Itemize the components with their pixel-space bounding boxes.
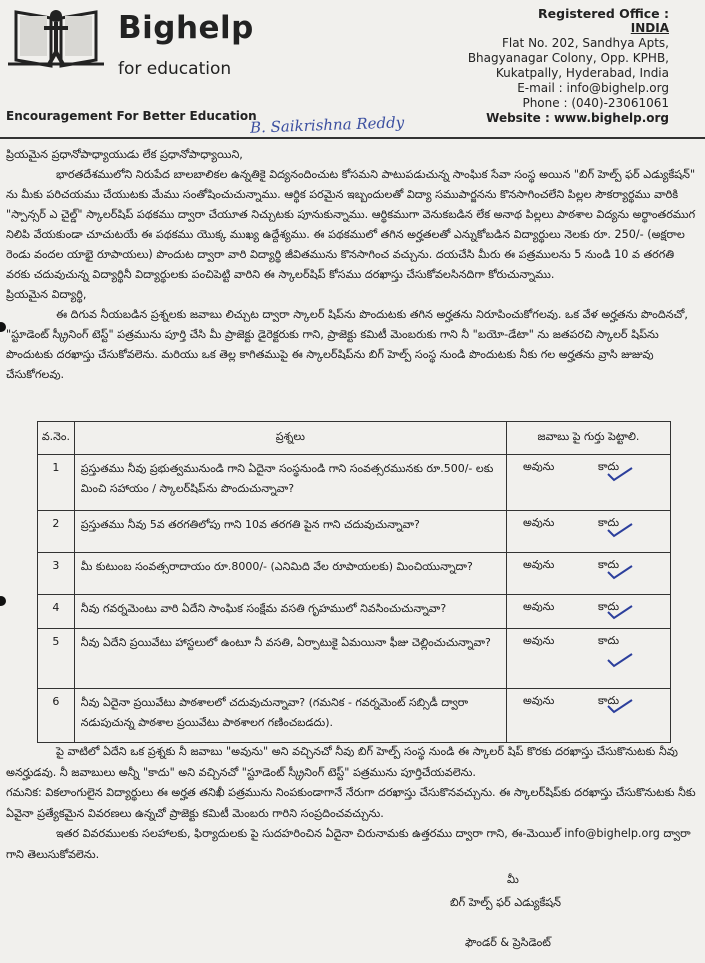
- row-answer[interactable]: [506, 689, 670, 743]
- paragraph-intro: భారతదేశములోని నిరుపేద బాలబాలికల ఉన్నతికై విద్యనందించుట కోసమని పాటుపడుచున్న సాంఘిక సేవా సంస్థ అయిన "బిగ్ హెల్ప్ ఫర్ ఎడ్యుకేషన్" ను మీకు పరిచయము చేయుటకు మేము సంతోషించుచున్నాము. ఆర్థిక పరమైన ఇబ్బందులతో విద్యా సముపార్జనను కొనసాగించలేని పిల్లల సౌకర్యార్థము వారికి "స్పాన్సర్ ఎ చైల్డ్" స్కాలర్‌షిప్ పథకము ద్వారా చేయూత నిచ్చుటకు పూనుకున్నాము. ఆర్థికముగా వెనుకబడిన లేక అనాథ పిల్లలు పాఠశాల విద్యను అర్థాంతరముగ నిలిపి వేయకుండా చూచుటయే ఈ పథకము యొక్క ముఖ్య ఉద్దేశ్యము. ఈ పథకములో తగిన అర్హతలతో ఎన్నుకోబడిన విద్యార్థులు నెలకు రూ. 250/- (అక్షరాల రెండు వందల యాభై రూపాయలు) పొందుట ద్వారా వారి విద్యార్థి జీవితమును కొనసాగించ వచ్చును. దయచేసి మీరు ఈ పత్రములను 5 నుండి 10 వ తరగతి వరకు చదువుచున్న విద్యార్థినీ విద్యార్థులకు పంచిపెట్టి వారిని ఈ స్కాలర్‌షిప్ కోసము దరఖాస్తు చేసుకోవలసినదిగా కోరుచున్నాము.: [6, 168, 696, 281]
- row-answer[interactable]: [506, 511, 670, 553]
- table-row: [38, 629, 671, 689]
- row-question: ప్రస్తుతము నీవు 5వ తరగతిలోపు గాని 10వ తరగతి పైన గాని చదువుచున్నావా?: [74, 511, 506, 553]
- office-phone: Phone : (040)-23061061: [522, 96, 669, 110]
- row-answer[interactable]: [506, 595, 670, 629]
- header-number: వ.నెం.: [38, 422, 75, 455]
- table-row: [38, 455, 671, 511]
- office-country: INDIA: [630, 21, 669, 35]
- table-row: [38, 689, 671, 743]
- handwritten-name: B. Saikrishna Reddy: [249, 113, 405, 137]
- row-question: నీవు గవర్నమెంటు వారి ఏదేని సాంఘిక సంక్షేమ వసతి గృహములో నివసించుచున్నావా?: [74, 595, 506, 629]
- table-header-row: [38, 422, 671, 455]
- checkmark-icon: [606, 564, 634, 580]
- closing-section: [6, 742, 696, 865]
- row-answer[interactable]: [506, 553, 670, 595]
- office-line1: Flat No. 202, Sandhya Apts,: [501, 36, 669, 50]
- paragraph-note: గమనిక: వికలాంగులైన విద్యార్థులు ఈ అర్హత తనిఖీ పత్రమును నింపకుండాగానే నేరుగా దరఖాస్తు చేసుకొనవచ్చును. ఈ స్కాలర్‌షిప్‌కు దరఖాస్తు చేసుకొనుటకు నీకు ఏవైనా ప్రత్యేకమైన వివరణలు ఉన్నచో ప్రాజెక్టు కమిటీ మెంబరు గారిని సంప్రదించవచ్చును.: [6, 786, 696, 820]
- row-number: 5: [38, 629, 75, 689]
- table-row: [38, 511, 671, 553]
- row-number: 2: [38, 511, 75, 553]
- answer-yes[interactable]: అవును: [522, 460, 555, 473]
- answer-no[interactable]: కాదు: [597, 516, 620, 529]
- office-website: Website : www.bighelp.org: [486, 111, 669, 125]
- header-question: ప్రశ్నలు: [74, 422, 506, 455]
- paragraph-instructions: ఈ దిగువ నీయబడిన ప్రశ్నలకు జవాబు లిచ్చుట ద్వారా స్కాలర్ షిప్‌ను పొందుటకు తగిన అర్హతను నిరూపించుకోగలవు. ఒక వేళ అర్హతను పొందినచో, "స్టూడెంట్ స్క్రీనింగ్ టెస్ట్" పత్రమును పూర్తి చేసి మీ ప్రాజెక్టు డైరెక్టరుకు గాని, ప్రాజెక్టు కమిటీ మెంబరుకు గాని నీ "బయో-డేటా" ను జతపరచి స్కాలర్ షిప్‌ను పొందుటకు దరఖాస్తు చేసుకోవలెను. మరియు ఒక తెల్ల కాగితముపై ఈ స్కాలర్‌షిప్‌ను బిగ్ హెల్ప్ సంస్థ నుండి పొందుటకు నీకు గల అర్హతను వ్రాసి జుజువు చేసుకోగలవు.: [6, 308, 688, 381]
- brand-subtitle: for education: [118, 59, 232, 79]
- letterhead: [0, 0, 705, 140]
- table-row: [38, 553, 671, 595]
- tagline: Encouragement For Better Education: [6, 109, 257, 123]
- row-number: 4: [38, 595, 75, 629]
- answer-no[interactable]: కాదు: [597, 558, 620, 571]
- paragraph-eligibility-result: పై వాటిలో ఏదేని ఒక ప్రశ్నకు నీ జవాబు "అవును" అని వచ్చినచో నీవు బిగ్ హెల్ప్ సంస్థ నుండి ఈ స్కాలర్ షిప్ కొరకు దరఖాస్తు చేసుకొనుటకు నీవు అనర్హుడవు. నీ జవాబులు అన్నీ "కాదు" అని వచ్చినచో "స్టూడెంట్ స్క్రీనింగ్ టెస్ట్" పత్రమును పూర్తిచేయవలెను.: [6, 745, 678, 779]
- answer-yes[interactable]: అవును: [522, 516, 555, 529]
- checkmark-icon: [606, 604, 634, 620]
- header-answer: జవాబు పై గుర్తు పెట్టాలి.: [506, 422, 670, 455]
- row-question: మీ కుటుంబ సంవత్సరాదాయం రూ.8000/- (ఎనిమిది వేల రూపాయలకు) మించియున్నాదా?: [74, 553, 506, 595]
- salutation-student: ప్రియమైన విద్యార్థి,: [6, 288, 87, 301]
- row-number: 1: [38, 455, 75, 511]
- row-number: 6: [38, 689, 75, 743]
- office-line3: Kukatpally, Hyderabad, India: [495, 66, 669, 80]
- letter-body: [6, 145, 696, 385]
- row-number: 3: [38, 553, 75, 595]
- eligibility-table: [37, 421, 671, 743]
- checkmark-icon: [606, 466, 634, 482]
- sign-off-title: ఫౌండర్ & ప్రెసిడెంట్: [465, 936, 551, 949]
- sign-off-yours: మీ: [507, 873, 519, 886]
- table-row: [38, 595, 671, 629]
- checkmark-icon: [606, 652, 634, 668]
- checkmark-icon: [606, 698, 634, 714]
- row-question: నీవు ఏదేని ప్రయివేటు హాస్టలులో ఉంటూ నీ వసతి, ఏర్పాటుకై ఏమయినా ఫీజు చెల్లించుచున్నావా?: [74, 629, 506, 689]
- paragraph-contact: ఇతర వివరములకు సలహాలకు, ఫిర్యాదులకు పై సుదహరించిన ఏదైనా చిరునామకు ఉత్తరము ద్వారా గాని, ఈ-మెయిల్ info@bighelp.org ద్వారా గాని తెలుసుకోవలెను.: [6, 827, 691, 861]
- answer-yes[interactable]: అవును: [522, 634, 555, 647]
- punch-hole: [0, 596, 6, 606]
- registered-office: [468, 6, 669, 126]
- brand-name: Bighelp: [118, 10, 254, 46]
- salutation-headmaster: ప్రియమైన ప్రధానోపాధ్యాయుడు లేక ప్రధానోపాధ్యాయిని,: [6, 148, 243, 161]
- checkmark-icon: [606, 522, 634, 538]
- answer-yes[interactable]: అవును: [522, 694, 555, 707]
- office-line2: Bhagyanagar Colony, Opp. KPHB,: [467, 51, 669, 65]
- bighelp-logo: [6, 4, 106, 70]
- header-divider: [0, 137, 705, 139]
- row-question: నీవు ఏదైనా ప్రయివేటు పాఠశాలలో చదువుచున్నావా? (గమనిక - గవర్నమెంట్ సబ్సిడీ ద్వారా నడుపుచున్న పాఠశాల ప్రయివేటు పాఠశాలగ గణించబడదు).: [74, 689, 506, 743]
- answer-no[interactable]: కాదు: [597, 634, 620, 647]
- answer-no[interactable]: కాదు: [597, 600, 620, 613]
- sign-off-org: బిగ్ హెల్ప్ ఫర్ ఎడ్యుకేషన్: [450, 896, 561, 909]
- answer-yes[interactable]: అవును: [522, 558, 555, 571]
- office-title: Registered Office :: [538, 6, 669, 21]
- answer-yes[interactable]: అవును: [522, 600, 555, 613]
- row-answer[interactable]: [506, 455, 670, 511]
- office-email: E-mail : info@bighelp.org: [517, 81, 669, 95]
- row-question: ప్రస్తుతము నీవు ప్రభుత్వమునుండి గాని ఏదైనా సంస్థనుండి గాని సంవత్సరమునకు రూ.500/- లకు మించి సహాయం / స్కాలర్‌షిప్‌ను పొందుచున్నావా?: [74, 455, 506, 511]
- row-answer[interactable]: [506, 629, 670, 689]
- answer-no[interactable]: కాదు: [597, 460, 620, 473]
- answer-no[interactable]: కాదు: [597, 694, 620, 707]
